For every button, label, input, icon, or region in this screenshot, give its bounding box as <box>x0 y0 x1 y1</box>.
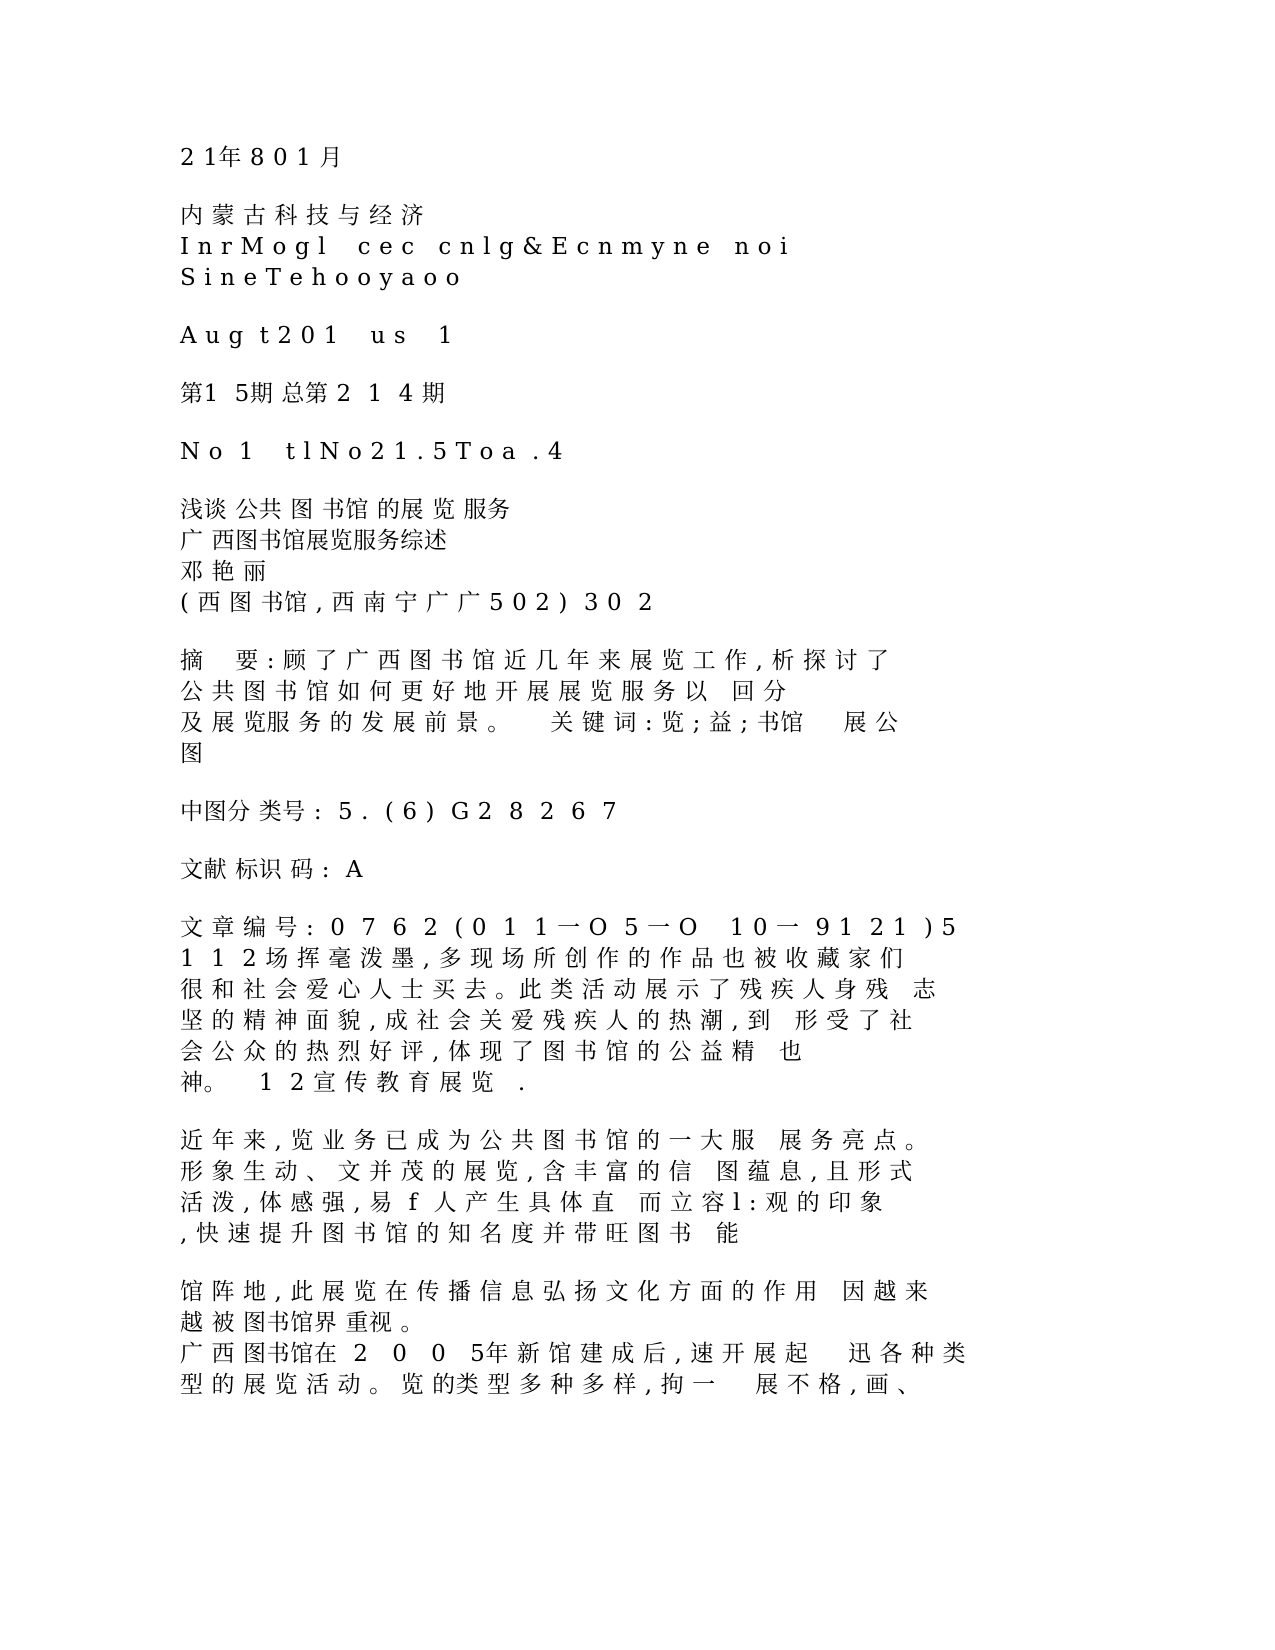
date-cn: 2 1年 8 0 1 月 <box>180 145 343 171</box>
body-line: 神。 1 2 宣 传 教 育 展 览 . <box>180 1070 526 1096</box>
document-code: 文献 标识 码 : A <box>180 857 364 883</box>
body-line: 广 西 图书馆在 2 0 0 5年 新 馆 建 成 后 , 速 开 展 起 迅 各 种 类 <box>180 1341 967 1367</box>
affiliation: ( 西 图 书馆 , 西 南 宁 广 广 5 0 2 ) 3 0 2 <box>180 590 654 616</box>
date-en: A u g t 2 0 1 u s 1 <box>180 323 454 349</box>
body-line: 1 1 2 场 挥 毫 泼 墨 , 多 现 场 所 创 作 的 作 品 也 被 收 藏 家 们 <box>180 946 904 972</box>
body-line: 很 和 社 会 爱 心 人 士 买 去 。此 类 活 动 展 示 了 残 疾 人 身 残 志 <box>180 977 937 1003</box>
abstract-line: 公 共 图 书 馆 如 何 更 好 地 开 展 展 览 服 务 以 回 分 <box>180 679 787 705</box>
body-line: 坚 的 精 神 面 貌 , 成 社 会 关 爱 残 疾 人 的 热 潮 , 到 形 受 了 社 <box>180 1008 913 1034</box>
issue-en: N o 1 t l N o 2 1 . 5 T o a . 4 <box>180 439 564 465</box>
abstract-line: 摘 要 : 顾 了 广 西 图 书 馆 近 几 年 来 展 览 工 作 , 析 探 讨 了 <box>180 648 890 674</box>
body-line: 馆 阵 地 , 此 展 览 在 传 播 信 息 弘 扬 文 化 方 面 的 作 用 因 越 来 <box>180 1279 929 1305</box>
journal-name-cn: 内 蒙 古 科 技 与 经 济 <box>180 203 425 229</box>
body-line: 近 年 来 , 览 业 务 已 成 为 公 共 图 书 馆 的 一 大 服 展 务 亮 点 。 <box>180 1128 929 1154</box>
article-title: 浅谈 公共 图 书馆 的展 览 服务 <box>180 497 511 523</box>
journal-name-en-line1: I n r M o g l c e c c n l g & E c n m y n e n o i <box>180 234 788 260</box>
journal-name-en-line2: S i n e T e h o o y a o o <box>180 265 461 291</box>
issue-cn: 第1 5期 总第 2 1 4 期 <box>180 381 446 407</box>
classification-number: 中图分 类号 : 5 . ( 6 ) G 2 8 2 6 7 <box>180 799 618 825</box>
body-line: , 快 速 提 升 图 书 馆 的 知 名 度 并 带 旺 图 书 能 <box>180 1221 740 1247</box>
body-line: 会 公 众 的 热 烈 好 评 , 体 现 了 图 书 馆 的 公 益 精 也 <box>180 1039 803 1065</box>
body-line: 活 泼 , 体 感 强 , 易 f 人 产 生 具 体 直 而 立 容 l : 观 的 印 象 <box>180 1190 884 1216</box>
abstract-line: 及 展 览服 务 的 发 展 前 景 。 关 键 词 : 览 ; 益 ; 书馆 展 公 <box>180 710 899 736</box>
body-line: 型 的 展 览 活 动 。 览 的类 型 多 种 多 样 , 拘 一 展 不 格 , 画 、 <box>180 1372 921 1398</box>
article-subtitle: 广 西图书馆展览服务综述 <box>180 528 448 554</box>
body-line: 越 被 图书馆界 重视 。 <box>180 1310 425 1336</box>
article-number: 文 章 编 号 : 0 7 6 2 ( 0 1 1 一 O 5 一 O 1 0 一 9 1 2 1 ) 5 <box>180 915 957 941</box>
author: 邓 艳 丽 <box>180 559 267 585</box>
abstract-line: 图 <box>180 741 204 767</box>
body-line: 形 象 生 动 、 文 并 茂 的 展 览 , 含 丰 富 的 信 图 蕴 息 , 且 形 式 <box>180 1159 913 1185</box>
